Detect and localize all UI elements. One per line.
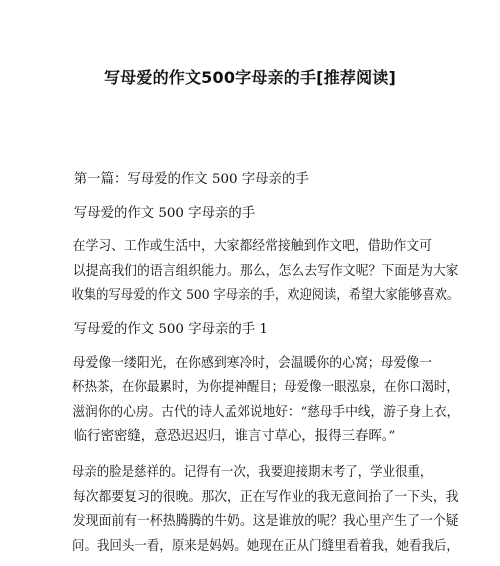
- paragraph-intro: [47, 235, 459, 309]
- text-line: 写母爱的作文 500 字母亲的手: [73, 205, 256, 221]
- text-line: 收集的写母爱的作文 500 字母亲的手，欢迎阅读，希望大家能够喜欢。: [71, 288, 460, 304]
- text-line: 第一篇：写母爱的作文 500 字母亲的手: [73, 172, 309, 187]
- paragraph-body-1: [47, 352, 459, 450]
- text-line: 在学习、工作或生活中，大家都经常接触到作文吧，借助作文可: [72, 239, 432, 255]
- paragraph-essay-title: [47, 202, 459, 227]
- document-body: [47, 168, 459, 559]
- text-line: 临行密密缝，意恐迟迟归，谁言寸草心，报得三春晖。”: [73, 429, 396, 445]
- document-title: 写母爱的作文500字母亲的手[推荐阅读]: [103, 68, 397, 87]
- text-line: 写母爱的作文 500 字母亲的手 1: [73, 321, 268, 337]
- text-line: 每次都要复习的很晚。那次，正在写作业的我无意间抬了一下头，我: [72, 489, 459, 505]
- text-line: 滋润你的心房。古代的诗人孟郊说地好：“慈母手中线，游子身上衣，: [72, 404, 460, 420]
- text-line: 发现面前有一杯热腾腾的牛奶。这是谁放的呢？我心里产生了一个疑: [72, 514, 459, 530]
- paragraph-essay-1-title: [47, 318, 459, 343]
- text-line: 母爱像一缕阳光，在你感到寒冷时，会温暖你的心窝；母爱像一: [72, 355, 432, 371]
- text-line: 以提高我们的语言组织能力。那么，怎么去写作文呢？下面是为大家: [72, 263, 459, 279]
- paragraph-section-heading: [47, 168, 459, 193]
- text-line: 母亲的脸是慈祥的。记得有一次，我要迎接期末考了，学业很重，: [71, 464, 433, 480]
- paragraph-body-2: [47, 461, 459, 559]
- text-line: 问。我回头一看，原来是妈妈。她现在正从门缝里看着我，她看我后，: [71, 538, 459, 554]
- text-line: 杯热茶，在你最累时，为你提神醒目；母爱像一眼泓泉，在你口渴时，: [71, 380, 459, 396]
